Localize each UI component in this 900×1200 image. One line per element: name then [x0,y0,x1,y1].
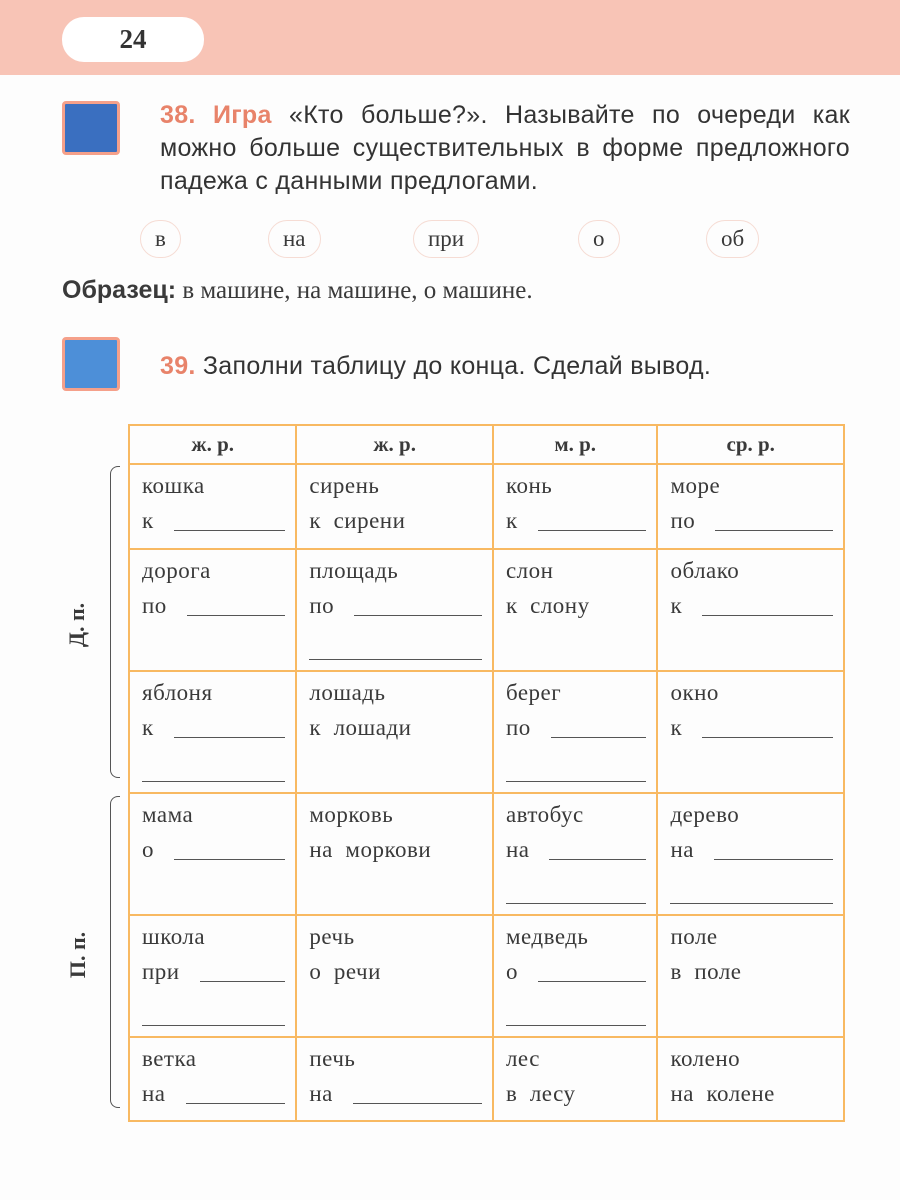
preposition-list [0,220,900,260]
noun: море [670,473,721,498]
preposition: на [505,837,530,862]
group-label-dative: Д. п. [64,602,90,648]
page-number: 24 [62,17,204,62]
noun: лошадь [309,680,386,705]
answer-blank[interactable] [174,737,286,738]
column-header: ср. р. [657,425,844,464]
table-cell [493,464,658,549]
preposition: об [706,220,759,258]
answer-blank[interactable] [551,737,647,738]
preposition: по [142,593,167,618]
preposition: к [670,715,683,740]
brace-prepositional [110,796,120,1108]
answer-blank[interactable] [549,859,646,860]
table-cell [296,1037,493,1121]
exercise-label: Игра [212,101,272,129]
table-cell [657,671,844,793]
table-row [129,464,844,549]
extra-answer-blank[interactable] [309,626,482,660]
group-label-prepositional: П. п. [65,931,91,979]
table-cell [657,549,844,671]
filled-answer: слону [530,593,590,618]
answer-blank[interactable] [538,530,647,531]
noun: дерево [670,802,740,827]
filled-answer: лошади [333,715,412,740]
table-cell [129,671,296,793]
answer-blank[interactable] [187,615,286,616]
preposition: о [505,959,518,984]
noun: дорога [142,558,211,583]
table-cell [129,793,296,915]
preposition: на [268,220,321,258]
filled-answer: сирени [333,508,406,533]
noun: окно [670,680,719,705]
brace-dative [110,466,120,778]
table-row [129,1037,844,1121]
exercise-number: 38. [160,101,196,129]
preposition: на [670,1081,694,1106]
question-pencil-icon [62,337,120,391]
sample-text: в машине, на машине, о машине. [182,277,533,304]
answer-blank[interactable] [354,615,482,616]
table-cell [296,464,493,549]
answer-blank[interactable] [186,1103,286,1104]
answer-blank[interactable] [538,981,647,982]
noun: печь [309,1046,356,1071]
table-cell [296,671,493,793]
noun: колено [670,1046,741,1071]
table-cell [129,1037,296,1121]
table-row [129,671,844,793]
table-cell [129,549,296,671]
preposition: на [309,1081,333,1106]
table-cell [296,793,493,915]
table-cell [493,793,658,915]
preposition: в [505,1081,518,1106]
extra-answer-blank[interactable] [506,992,647,1026]
filled-answer: лесу [529,1081,576,1106]
answer-blank[interactable] [702,737,833,738]
pair-game-icon [62,101,120,155]
answer-blank[interactable] [353,1103,482,1104]
table-cell [493,671,658,793]
noun: ветка [142,1046,197,1071]
preposition: при [142,959,180,984]
answer-blank[interactable] [174,859,285,860]
column-header: ж. р. [296,425,493,464]
noun: речь [309,924,355,949]
exercise-text: Заполни таблицу до конца. Сделай вывод. [202,352,712,380]
preposition: к [670,593,683,618]
noun: морковь [309,802,394,827]
noun: школа [142,924,206,949]
noun: лес [505,1046,540,1071]
table-cell [657,793,844,915]
extra-answer-blank[interactable] [506,870,647,904]
exercise-38 [160,99,850,198]
noun: облако [670,558,740,583]
table-cell [657,1037,844,1121]
table-cell [296,915,493,1037]
table-row [129,793,844,915]
noun: мама [142,802,194,827]
sample-line [62,276,533,305]
exercise-39 [160,352,711,381]
extra-answer-blank[interactable] [670,870,833,904]
extra-answer-blank[interactable] [142,748,285,782]
preposition: к [309,715,322,740]
preposition: по [505,715,531,740]
column-header: ж. р. [129,425,296,464]
extra-answer-blank[interactable] [506,748,647,782]
table-cell [129,915,296,1037]
table-cell [657,464,844,549]
preposition: о [578,220,620,258]
answer-blank[interactable] [174,530,286,531]
filled-answer: колене [706,1081,775,1106]
preposition: в [140,220,181,258]
preposition: к [505,508,518,533]
table-cell [493,915,658,1037]
preposition: по [309,593,335,618]
sample-label: Образец: [62,276,177,304]
preposition: на [142,1081,166,1106]
noun: сирень [309,473,380,498]
filled-answer: поле [694,959,742,984]
answer-blank[interactable] [702,615,833,616]
noun: конь [505,473,553,498]
noun: площадь [309,558,399,583]
answer-blank[interactable] [715,530,833,531]
table-cell [493,549,658,671]
column-header: м. р. [493,425,658,464]
answer-blank[interactable] [714,859,833,860]
preposition: к [142,508,154,533]
table-cell [657,915,844,1037]
preposition: при [413,220,479,258]
noun: кошка [142,473,205,498]
preposition: в [670,959,682,984]
preposition: по [670,508,696,533]
noun: яблоня [142,680,213,705]
table-cell [129,464,296,549]
preposition: к [505,593,518,618]
table-row [129,915,844,1037]
table-cell [493,1037,658,1121]
extra-answer-blank[interactable] [142,992,285,1026]
preposition: о [309,959,322,984]
noun: поле [670,924,718,949]
filled-answer: моркови [345,837,432,862]
preposition: на [670,837,694,862]
exercise-number: 39. [160,352,196,380]
case-table [128,424,845,1122]
filled-answer: речи [333,959,381,984]
table-cell [296,549,493,671]
noun: берег [505,680,562,705]
preposition: на [309,837,333,862]
table-row [129,549,844,671]
preposition: о [142,837,154,862]
noun: автобус [505,802,584,827]
exercise-text: «Кто больше?». Называйте по очереди как можно больше существительных в форме предложного падежа с данными предлогами. [160,101,850,195]
preposition: к [309,508,322,533]
answer-blank[interactable] [200,981,286,982]
noun: медведь [505,924,589,949]
preposition: к [142,715,154,740]
noun: слон [505,558,554,583]
